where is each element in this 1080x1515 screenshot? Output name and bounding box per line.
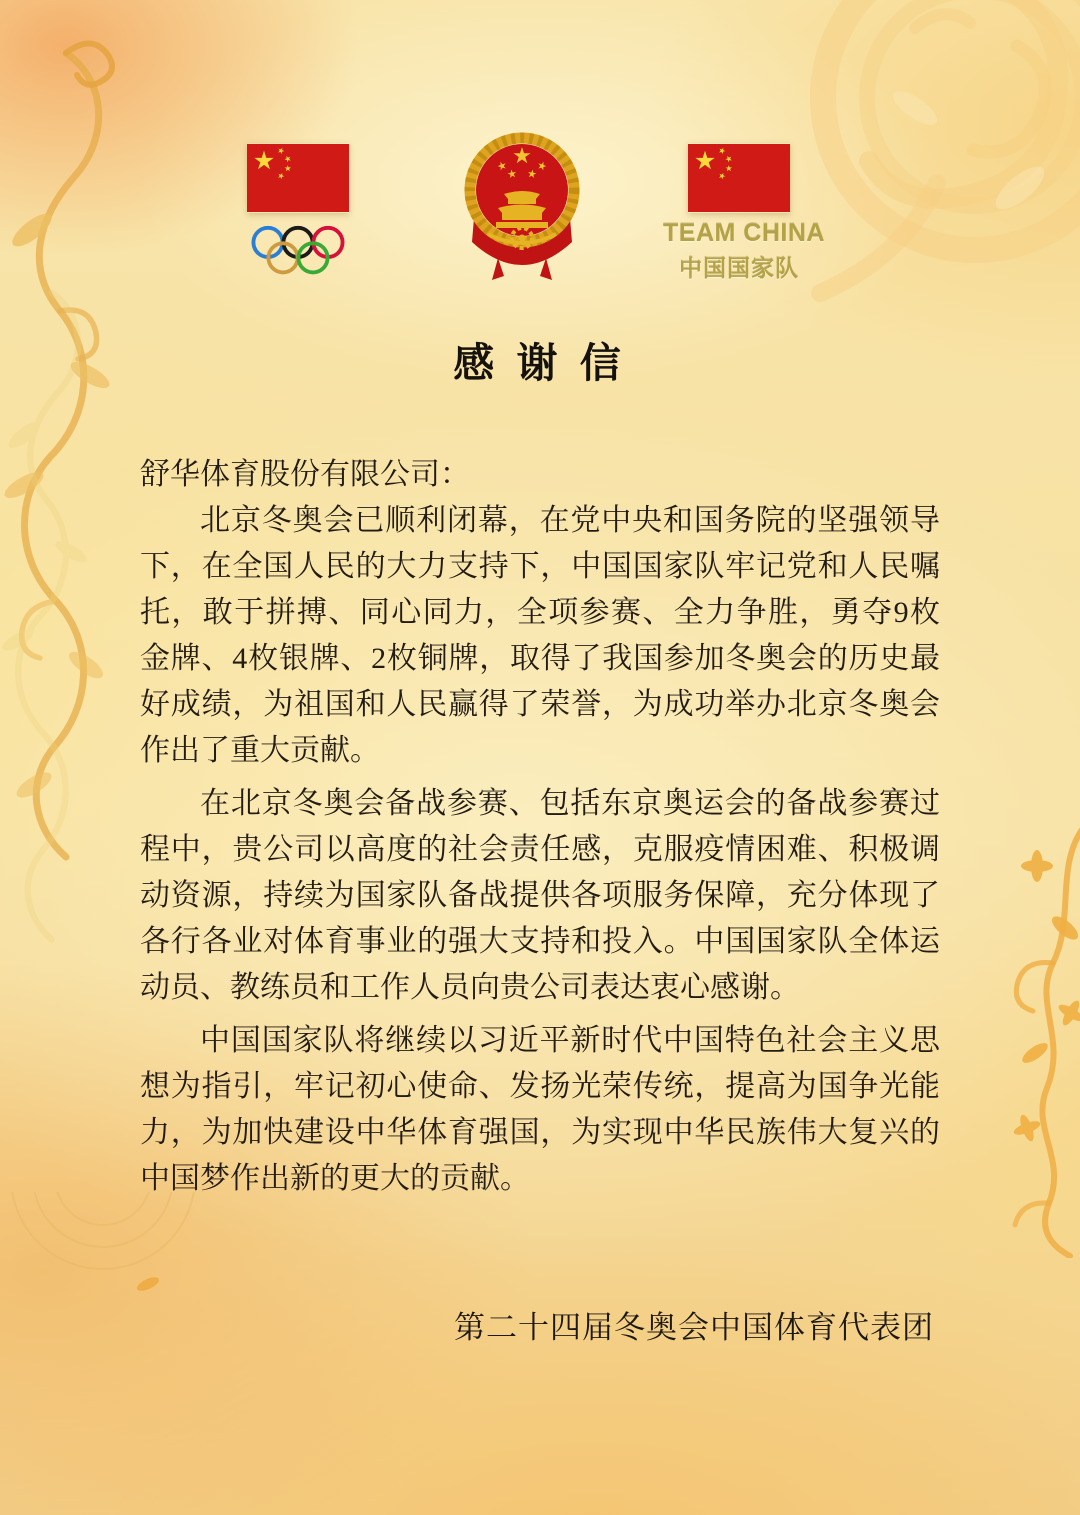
letter-salutation: 舒华体育股份有限公司： [140,458,470,491]
left-flag-olympic-group [246,143,350,279]
letter-line: 托，敢于拼搏、同心同力，全项参赛、全力争胜，勇夺9枚 [140,596,940,629]
olympic-rings-icon [250,223,346,279]
letter-line: 各行各业对体育事业的强大支持和投入。中国国家队全体运 [140,925,940,958]
letter-line: 程中，贵公司以高度的社会责任感，克服疫情困难、积极调 [140,833,940,866]
letter-body [140,452,940,1202]
letter-line: 中国国家队将继续以习近平新时代中国特色社会主义思 [200,1024,940,1057]
team-china-subtitle: 中国国家队 [679,255,799,281]
letter-line: 在北京冬奥会备战参赛、包括东京奥运会的备战参赛过 [200,787,940,820]
letter-line: 力，为加快建设中华体育强国，为实现中华民族伟大复兴的 [140,1116,940,1149]
letter-line: 北京冬奥会已顺利闭幕，在党中央和国务院的坚强领导 [200,504,940,537]
letter-line: 金牌、4枚银牌、2枚铜牌，取得了我国参加冬奥会的历史最 [140,642,940,675]
letter-line: 动资源，持续为国家队备战提供各项服务保障，充分体现了 [140,879,940,912]
letter-line: 想为指引，牢记初心使命、发扬光荣传统，提高为国争光能 [140,1070,940,1103]
letter-line: 好成绩，为祖国和人民赢得了荣誉，为成功举办北京冬奥会 [140,688,940,721]
team-china-title: TEAM CHINA [663,219,825,247]
top-left-floral-vine [0,25,129,870]
right-floral-vine [975,828,1080,1258]
china-flag-icon [688,143,790,213]
letter-title: 感 谢 信 [453,340,627,386]
team-china-group [663,143,825,283]
china-flag-icon [247,143,349,213]
letter-signature: 第二十四届冬奥会中国体育代表团 [454,1310,934,1345]
letter-line: 作出了重大贡献。 [140,734,380,767]
bottom-left-faint-circles [8,1192,248,1302]
letter-line: 下，在全国人民的大力支持下，中国国家队牢记党和人民嘱 [140,550,940,583]
letter-line: 中国梦作出新的更大的贡献。 [140,1162,530,1195]
national-emblem-icon [458,130,586,292]
letter-line: 动员、教练员和工作人员向贵公司表达衷心感谢。 [140,971,800,1004]
